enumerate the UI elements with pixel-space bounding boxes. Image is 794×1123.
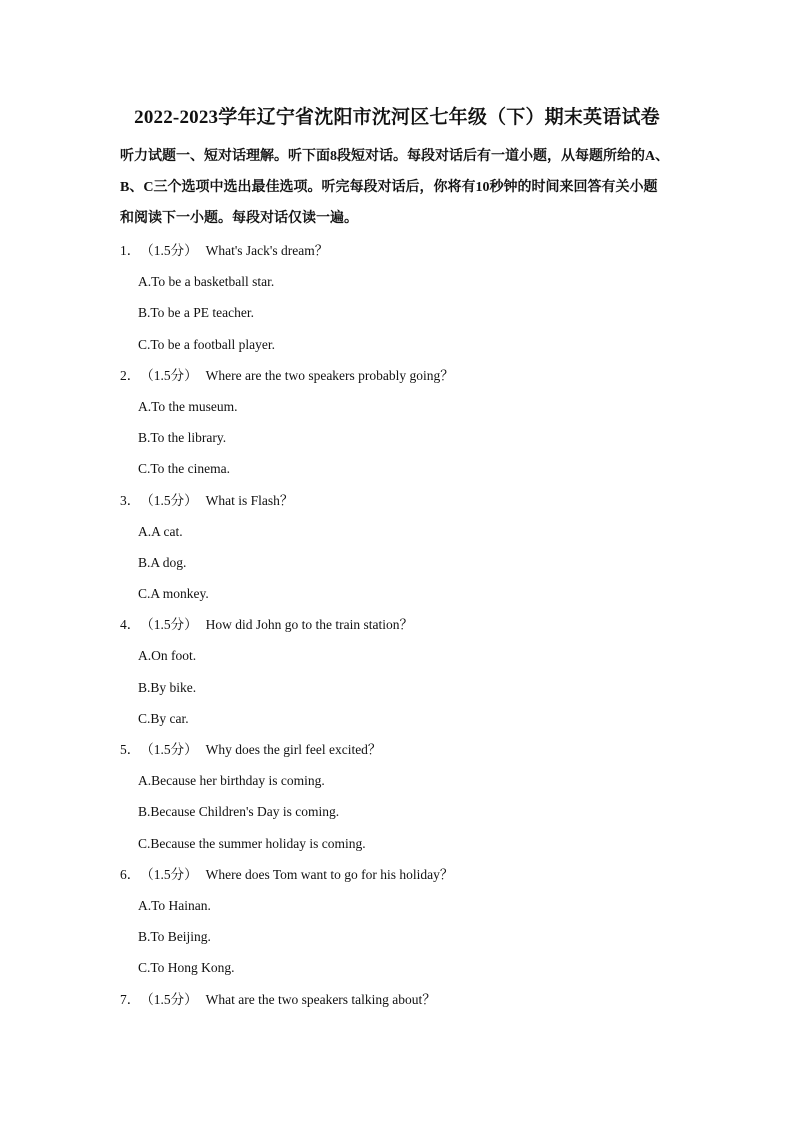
question-text: Where does Tom want to go for his holiday？ — [205, 866, 454, 882]
question-score: （1.5分） — [140, 492, 198, 508]
question-text: What are the two speakers talking about？ — [205, 991, 436, 1007]
question-number: 4． — [120, 617, 141, 633]
question-score: （1.5分） — [140, 742, 198, 757]
option-c: C.By car. — [138, 710, 189, 726]
question-text: Why does the girl feel excited？ — [205, 742, 382, 757]
question-text: What's Jack's dream？ — [205, 243, 329, 258]
option-c: C.A monkey. — [138, 586, 209, 602]
question-stem — [120, 485, 680, 516]
question-score: （1.5分） — [140, 866, 198, 882]
question-number: 3． — [120, 492, 141, 508]
question-score: （1.5分） — [140, 243, 198, 258]
option-b: B.To be a PE teacher. — [138, 305, 255, 321]
question-7 — [120, 984, 680, 1015]
option-b: B.A dog. — [138, 554, 187, 570]
question-3 — [120, 485, 680, 610]
option-b: B.Because Children's Day is coming. — [138, 804, 340, 820]
option-b: B.To the library. — [138, 430, 227, 446]
question-stem — [120, 235, 680, 266]
exam-title: 2022-2023学年辽宁省沈阳市沈河区七年级（下）期末英语试卷 — [134, 107, 660, 128]
question-stem — [120, 734, 680, 765]
option-a: A.To Hainan. — [138, 897, 211, 913]
option-a: A.To the museum. — [138, 398, 238, 414]
question-stem — [120, 984, 680, 1015]
question-stem — [120, 609, 680, 640]
instruction-line: 听力试题一、短对话理解。听下面8段短对话。每段对话后有一道小题，从每题所给的A、 — [120, 149, 670, 164]
question-number: 2． — [120, 367, 141, 383]
question-score: （1.5分） — [140, 617, 198, 633]
option-b: B.By bike. — [138, 679, 197, 695]
question-score: （1.5分） — [140, 367, 198, 383]
question-number: 6． — [120, 866, 141, 882]
question-stem — [120, 360, 680, 391]
question-2 — [120, 360, 680, 485]
question-6 — [120, 859, 680, 984]
question-list — [120, 235, 680, 1015]
question-text: How did John go to the train station？ — [205, 617, 413, 633]
option-a: A.To be a basketball star. — [138, 274, 275, 290]
question-number: 5． — [120, 742, 141, 757]
instruction-line: 和阅读下一小题。每段对话仅读一遍。 — [120, 211, 358, 226]
instruction-line: B、C三个选项中选出最佳选项。听完每段对话后，你将有10秒钟的时间来回答有关小题 — [120, 180, 658, 195]
question-number: 1． — [120, 243, 141, 258]
listening-instructions — [120, 141, 680, 234]
question-5 — [120, 734, 680, 859]
option-a: A.A cat. — [138, 523, 183, 539]
question-4 — [120, 609, 680, 734]
option-b: B.To Beijing. — [138, 929, 211, 945]
question-stem — [120, 859, 680, 890]
option-c: C.Because the summer holiday is coming. — [138, 835, 366, 851]
question-text: What is Flash？ — [205, 492, 294, 508]
question-1 — [120, 235, 680, 360]
option-c: C.To Hong Kong. — [138, 960, 235, 976]
option-c: C.To be a football player. — [138, 336, 276, 352]
question-score: （1.5分） — [140, 991, 198, 1007]
option-c: C.To the cinema. — [138, 461, 231, 477]
option-a: A.Because her birthday is coming. — [138, 773, 325, 789]
option-a: A.On foot. — [138, 648, 197, 664]
question-text: Where are the two speakers probably going？ — [205, 367, 454, 383]
question-number: 7． — [120, 991, 141, 1007]
